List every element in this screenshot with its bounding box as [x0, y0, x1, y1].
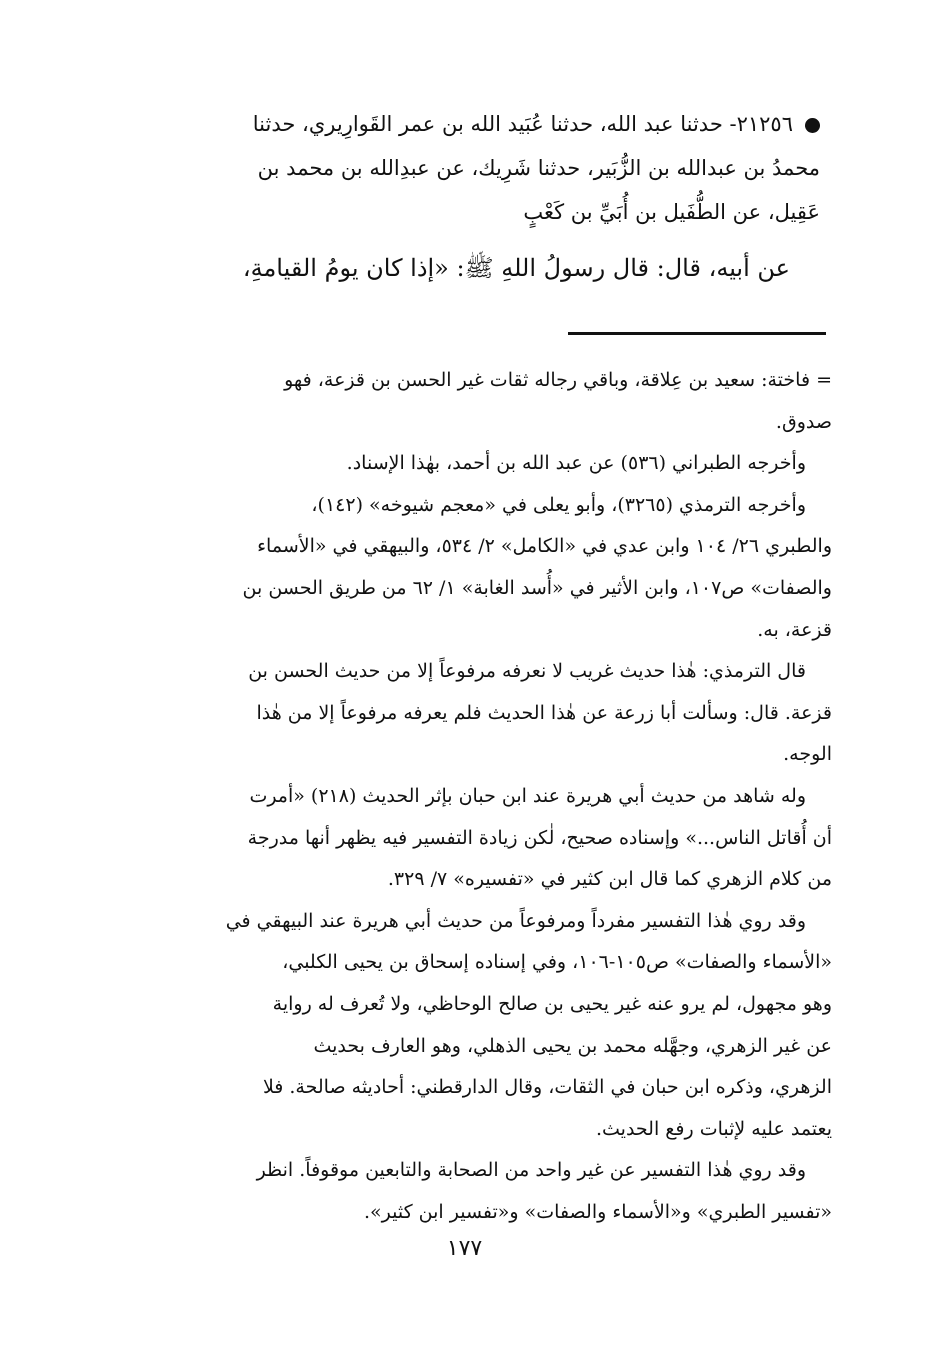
- footnote-line: = فاختة: سعيد بن عِلاقة، وباقي رجاله ثقات غير الحسن بن قزعة، فهو: [284, 369, 832, 391]
- footnote-line: الوجه.: [783, 743, 832, 766]
- footnote-line: والصفات» ص١٠٧، وابن الأثير في «أُسد الغابة» ١/ ٦٢ من طريق الحسن بن: [242, 576, 832, 599]
- footnote-line: يعتمد عليه لإثبات رفع الحديث.: [595, 1117, 832, 1140]
- footnote-line: وأخرجه الطبراني (٥٣٦) عن عبد الله بن أحمد، بهٰذا الإسناد.: [346, 452, 806, 475]
- footnote-line: عن غير الزهري، وجهَّله محمد بن يحيى الذهلي، وهو العارف بحديث: [313, 1034, 832, 1057]
- footnote-line: وقد روي هٰذا التفسير عن غير واحد من الصحابة والتابعين موقوفاً. انظر: [256, 1159, 806, 1182]
- footnote-line: صدوق.: [775, 410, 832, 433]
- footnote-line: وهو مجهول، لم يرو عنه غير يحيى بن صالح الوحاظي، ولا تُعرف له رواية: [272, 992, 832, 1015]
- footnote-line: وقد روي هٰذا التفسير مفرداً ومرفوعاً من حديث أبي هريرة عند البيهقي في: [225, 909, 806, 932]
- hadith-matn: [120, 246, 790, 290]
- isnad-line-1-text: ٢١٢٥٦- حدثنا عبد الله، حدثنا عُبَيد الله بن عمر القَوارِيري، حدثنا: [252, 112, 793, 136]
- footnote-paragraph-2: [120, 443, 832, 485]
- footnote-line: وله شاهد من حديث أبي هريرة عند ابن حبان بإثر الحديث (٢١٨) «أمرت: [249, 784, 806, 807]
- footnote-line: «تفسير الطبري» و«الأسماء والصفات» و«تفسير ابن كثير».: [363, 1200, 832, 1223]
- hadith-isnad: [120, 102, 820, 234]
- footnote-paragraph-7: [120, 1150, 832, 1233]
- footnote-line: قال الترمذي: هٰذا حديث غريب لا نعرفه مرفوعاً إلا من حديث الحسن بن: [248, 660, 806, 683]
- footnote-paragraph-4: [120, 651, 832, 776]
- footnote-separator: [568, 332, 826, 335]
- footnote-line: من كلام الزهري كما قال ابن كثير في «تفسيره» ٧/ ٣٢٩.: [387, 868, 832, 891]
- footnote-paragraph-5: [120, 776, 832, 901]
- footnote-line: والطبري ٢٦/ ١٠٤ وابن عدي في «الكامل» ٢/ ٥٣٤، والبيهقي في «الأسماء: [257, 535, 832, 558]
- footnote-line: «الأسماء والصفات» ص١٠٥-١٠٦، وفي إسناده إسحاق بن يحيى الكلبي،: [282, 951, 832, 974]
- footnote-line: قزعة. قال: وسألت أبا زرعة عن هٰذا الحديث فلم يعرفه مرفوعاً إلا من هٰذا: [256, 701, 832, 724]
- footnote-paragraph-1: [120, 360, 832, 443]
- footnote-line: قزعة، به.: [757, 618, 832, 641]
- isnad-line-3: عَقِيل، عن الطُّفَيل بن أُبَيِّ بن كَعْبٍ: [523, 200, 820, 224]
- footnote-line: أن أُقاتل الناس...» وإسناده صحيح، لٰكن زيادة التفسير فيه يظهر أنها مدرجة: [247, 826, 832, 849]
- footnote-line: وأخرجه الترمذي (٣٢٦٥)، وأبو يعلى في «معجم شيوخه» (١٤٢)،: [311, 493, 806, 516]
- bullet-icon: [805, 118, 820, 133]
- footnotes: [120, 360, 832, 1233]
- matn-line: عن أبيه، قال: قال رسولُ اللهِ ﷺ: «إذا كان يومُ القيامةِ،: [242, 254, 790, 282]
- footnote-paragraph-3: [120, 485, 832, 651]
- page-number: ١٧٧: [446, 1236, 483, 1261]
- footnote-paragraph-6: [120, 901, 832, 1151]
- footnote-line: الزهري، وذكره ابن حبان في الثقات، وقال الدارقطني: أحاديثه صالحة. فلا: [262, 1076, 832, 1099]
- isnad-line-1: [120, 102, 820, 146]
- isnad-line-2: محمدُ بن عبدالله بن الزُّبَير، حدثنا شَرِيك، عن عبدِالله بن محمد بن: [257, 156, 820, 180]
